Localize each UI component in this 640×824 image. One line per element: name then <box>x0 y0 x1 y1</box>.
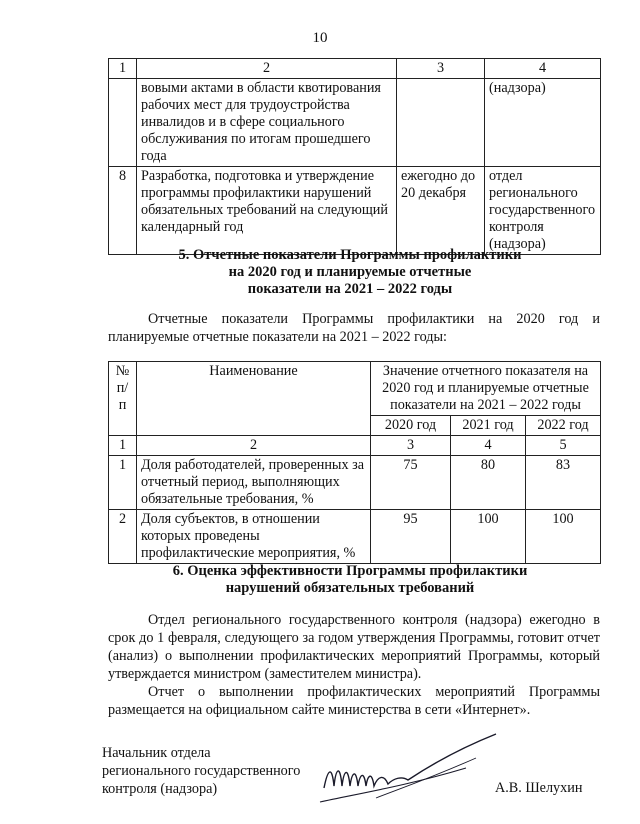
indicators-table <box>108 361 601 564</box>
signatory-position <box>102 744 342 798</box>
activity-responsible: отдел регионального государственного контроля (надзора) <box>485 167 601 255</box>
activity-responsible: (надзора) <box>485 79 601 167</box>
heading-line: 5. Отчетные показатели Программы профилактики <box>178 247 522 263</box>
column-index: 2 <box>137 59 397 79</box>
year-header: 2021 год <box>451 416 526 436</box>
activity-term <box>397 79 485 167</box>
table-header-row <box>109 362 601 416</box>
value-2020: 95 <box>371 510 451 564</box>
column-name-header: Наименование <box>137 362 371 436</box>
signatory-name: А.В. Шелухин <box>495 780 583 796</box>
heading-line: показатели на 2021 – 2022 годы <box>247 281 453 297</box>
activity-term: ежегодно до 20 декабря <box>397 167 485 255</box>
indicator-name: Доля субъектов, в отношении которых проведены профилактические мероприятия, % <box>137 510 371 564</box>
year-header: 2020 год <box>371 416 451 436</box>
table-index-row <box>109 436 601 456</box>
position-line: Начальник отдела <box>102 745 211 761</box>
column-index: 1 <box>109 436 137 456</box>
table-header-row <box>109 59 601 79</box>
activity-text: вовыми актами в области квотирования рабочих мест для трудоустройства инвалидов и в сфере социального обслуживания по итогам прошедшего года <box>137 79 397 167</box>
position-line: регионального государственного <box>102 763 301 779</box>
column-value-header: Значение отчетного показателя на 2020 год и планируемые отчетные показатели на 2021 – 2022 годы <box>371 362 601 416</box>
heading-line: на 2020 год и планируемые отчетные <box>228 264 472 280</box>
table-row <box>109 79 601 167</box>
column-index: 4 <box>485 59 601 79</box>
value-2022: 83 <box>526 456 601 510</box>
value-2021: 100 <box>451 510 526 564</box>
column-index: 1 <box>109 59 137 79</box>
table-row <box>109 510 601 564</box>
column-index: 3 <box>371 436 451 456</box>
row-number: 1 <box>109 456 137 510</box>
section-6-heading <box>100 563 600 597</box>
heading-line: нарушений обязательных требований <box>225 580 475 596</box>
column-index: 4 <box>451 436 526 456</box>
paragraph: Отчет о выполнении профилактических мероприятий Программы размещается на официальном сайте министерства в сети «Интернет». <box>108 684 600 718</box>
table-row <box>109 167 601 255</box>
table-row <box>109 456 601 510</box>
section-6-body <box>108 611 600 719</box>
position-line: контроля (надзора) <box>102 781 218 797</box>
section-5-intro <box>108 310 600 346</box>
row-number <box>109 79 137 167</box>
value-2022: 100 <box>526 510 601 564</box>
heading-line: 6. Оценка эффективности Программы профилактики <box>172 563 528 579</box>
page-number: 10 <box>312 30 328 46</box>
activities-table <box>108 58 601 255</box>
indicator-name: Доля работодателей, проверенных за отчетный период, выполняющих обязательные требования, % <box>137 456 371 510</box>
column-index: 2 <box>137 436 371 456</box>
section-5-heading <box>100 247 600 298</box>
column-index: 3 <box>397 59 485 79</box>
column-number-header: № п/п <box>109 362 137 436</box>
column-index: 5 <box>526 436 601 456</box>
activity-text: Разработка, подготовка и утверждение программы профилактики нарушений обязательных требований на следующий календарный год <box>137 167 397 255</box>
paragraph: Отдел регионального государственного контроля (надзора) ежегодно в срок до 1 февраля, следующего за годом утверждения Программы, готовит отчет (анализ) о выполнении профилактических мероприятий Программы, который утверждается министром (заместителем министра). <box>108 612 600 682</box>
value-2021: 80 <box>451 456 526 510</box>
row-number: 8 <box>109 167 137 255</box>
intro-paragraph: Отчетные показатели Программы профилактики на 2020 год и планируемые отчетные показатели на 2021 – 2022 годы: <box>108 311 600 345</box>
row-number: 2 <box>109 510 137 564</box>
year-header: 2022 год <box>526 416 601 436</box>
handwritten-signature <box>316 728 506 810</box>
value-2020: 75 <box>371 456 451 510</box>
